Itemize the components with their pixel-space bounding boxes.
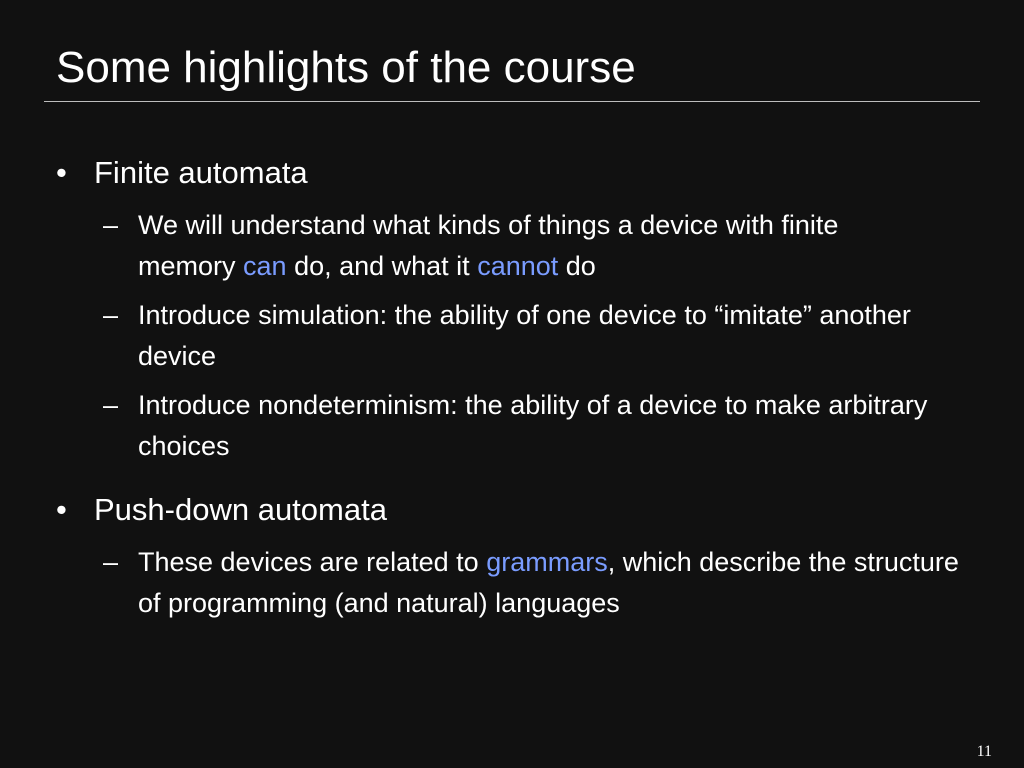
bullet-glyph: • [56, 155, 67, 190]
bullet-heading: Push-down automata [94, 492, 387, 527]
sub-bullet-text: Introduce nondeterminism: the ability of a device to make arbitrary choices [138, 390, 928, 461]
sub-bullet-simulation [103, 295, 983, 377]
dash-glyph: – [103, 390, 119, 420]
sub-bullet-text [138, 542, 983, 624]
sub-bullet-text: Introduce simulation: the ability of one device to “imitate” another device [138, 300, 911, 371]
page-number: 11 [976, 743, 992, 760]
highlight-grammars: grammars [486, 547, 608, 577]
dash-glyph: – [103, 210, 119, 240]
sub-bullet-nondeterminism [103, 385, 983, 467]
title-divider [44, 101, 980, 102]
sub-bullet-finite-memory [103, 205, 983, 287]
dash-glyph: – [103, 547, 119, 577]
highlight-cannot: cannot [477, 251, 559, 281]
text-segment: memory [138, 251, 244, 281]
bullet-glyph: • [56, 492, 67, 527]
text-segment: We will understand what kinds of things a device with finite [138, 210, 839, 240]
slide-title: Some highlights of the course [56, 43, 636, 92]
text-segment: These devices are related to [138, 547, 487, 577]
text-segment: , which describe the structure of programming (and natural) languages [138, 547, 959, 618]
dash-glyph: – [103, 300, 119, 330]
text-segment: do, and what it [286, 251, 478, 281]
highlight-can: can [243, 251, 287, 281]
text-segment: do [558, 251, 596, 281]
sub-bullet-grammars [103, 542, 983, 624]
sub-bullet-text [138, 205, 983, 287]
bullet-heading: Finite automata [94, 155, 308, 190]
